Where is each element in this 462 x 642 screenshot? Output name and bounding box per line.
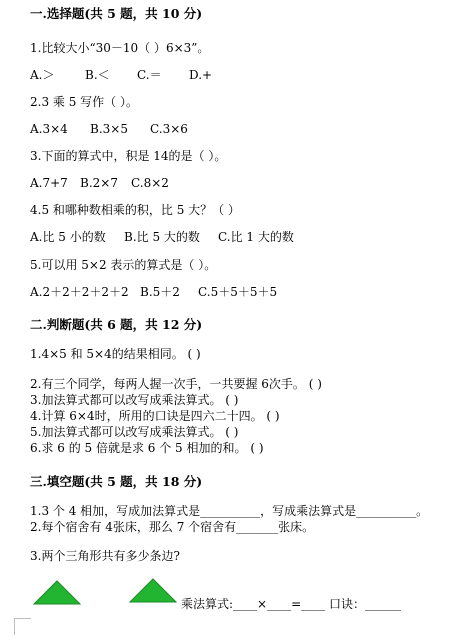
fill-item-2: 2.每个宿舍有 4张床，那么 7 个宿舍有_______张床。 xyxy=(30,520,315,534)
question-1: 1.比较大小“30－10（ ）6×3”。 xyxy=(30,41,210,55)
question-2: 2.3 乘 5 写作（ ）。 xyxy=(30,95,138,109)
q5-option-b: B.5＋2 xyxy=(140,285,180,299)
multiplication-formula-line: 乘法算式:____×____=____ 口诀：______ xyxy=(181,597,401,611)
q3-option-b: B.2×7 xyxy=(80,176,118,190)
judge-item-5: 5.加法算式都可以改写成乘法算式。 ( ) xyxy=(30,425,239,439)
judge-item-3: 3.加法算式都可以改写成乘法算式。 ( ) xyxy=(30,393,239,407)
q4-option-b: B.比 5 大的数 xyxy=(124,230,200,244)
q3-option-c: C.8×2 xyxy=(131,176,169,190)
q2-option-b: B.3×5 xyxy=(90,122,128,136)
question-3: 3.下面的算式中，积是 14的是（ ）。 xyxy=(30,149,227,163)
q5-option-a: A.2＋2＋2＋2＋2 xyxy=(30,285,129,299)
q1-option-c: C.＝ xyxy=(137,68,162,82)
judge-item-1: 1.4×5 和 5×4的结果相同。 ( ) xyxy=(30,347,201,361)
q4-option-a: A.比 5 小的数 xyxy=(30,230,106,244)
judge-item-6: 6.求 6 的 5 倍就是求 6 个 5 相加的和。 ( ) xyxy=(30,441,264,455)
triangle-1 xyxy=(32,580,82,606)
section3-title: 三.填空题(共 5 题，共 18 分) xyxy=(30,474,203,489)
q1-option-a: A.＞ xyxy=(30,68,55,82)
judge-item-4: 4.计算 6×4时，所用的口诀是四六二十四。 ( ) xyxy=(30,409,280,423)
fill-item-1: 1.3 个 4 相加，写成加法算式是__________，写成乘法算式是__________。 xyxy=(30,504,429,518)
q3-option-a: A.7+7 xyxy=(30,176,68,190)
judge-item-2: 2.有三个同学，每两人握一次手，一共要握 6次手。 ( ) xyxy=(30,377,322,391)
triangle-2 xyxy=(128,578,178,604)
q2-option-c: C.3×6 xyxy=(150,122,188,136)
page-corner-mark xyxy=(14,618,31,635)
q2-option-a: A.3×4 xyxy=(30,122,68,136)
q1-option-b: B.＜ xyxy=(85,68,110,82)
question-5: 5.可以用 5×2 表示的算式是（ ）。 xyxy=(30,258,217,272)
question-4: 4.5 和哪种数相乘的积，比 5 大？（ ） xyxy=(30,203,240,217)
section1-title: 一.选择题(共 5 题，共 10 分) xyxy=(30,6,203,21)
q5-option-c: C.5＋5＋5＋5 xyxy=(198,285,278,299)
fill-item-3: 3.两个三角形共有多少条边? xyxy=(30,549,180,563)
q4-option-c: C.比 1 大的数 xyxy=(218,230,294,244)
section2-title: 二.判断题(共 6 题，共 12 分) xyxy=(30,317,203,332)
q1-option-d: D.+ xyxy=(189,68,213,82)
